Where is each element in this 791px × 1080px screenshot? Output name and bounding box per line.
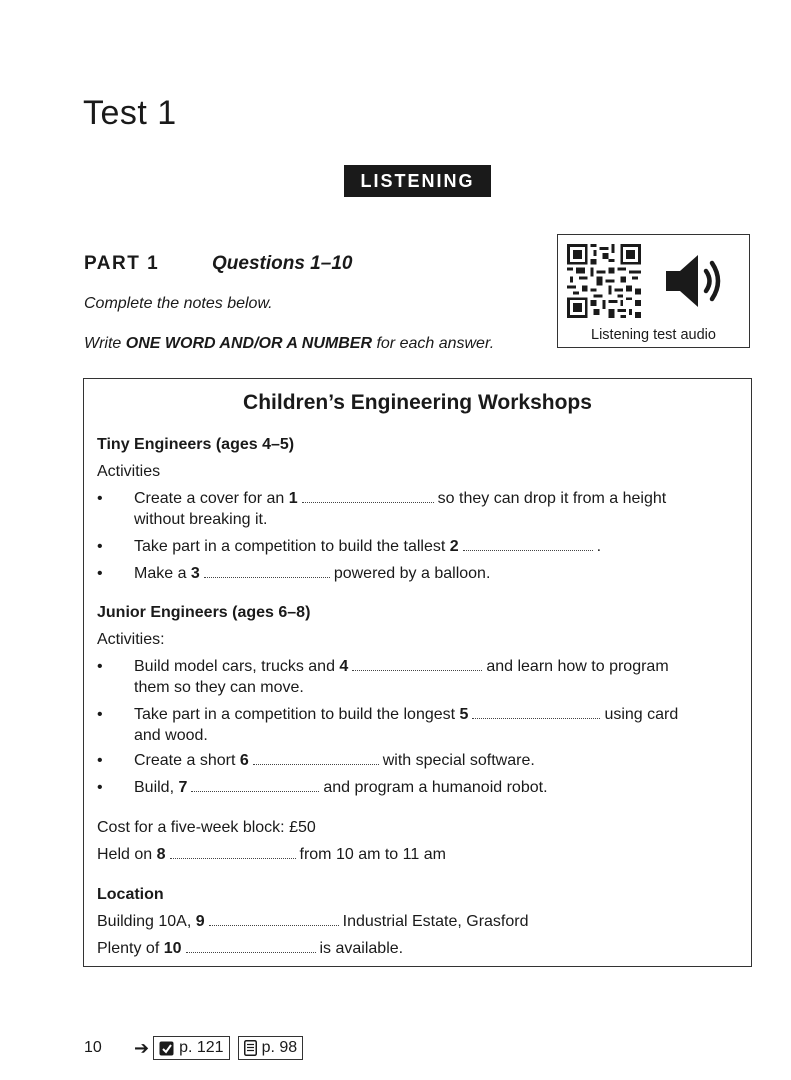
transcript-reference[interactable]: p. 98 — [238, 1036, 304, 1060]
building-line: Building 10A, 9 Industrial Estate, Grasford — [97, 913, 529, 930]
audio-caption: Listening test audio — [591, 327, 716, 343]
audio-box[interactable] — [557, 234, 750, 348]
answer-blank[interactable] — [352, 656, 482, 671]
answer-blank[interactable] — [253, 750, 379, 765]
cost-line: Cost for a five-week block: £50 — [97, 819, 316, 836]
document-icon — [244, 1040, 257, 1056]
question-number: 3 — [190, 565, 200, 582]
answer-blank[interactable] — [472, 704, 600, 719]
key-icon — [159, 1041, 174, 1056]
instruction-write: Write ONE WORD AND/OR A NUMBER for each answer. — [84, 335, 495, 352]
question-number: 5 — [459, 706, 469, 723]
bullet-icon: • — [97, 658, 103, 675]
bullet-icon: • — [97, 779, 103, 796]
bullet-icon: • — [97, 490, 103, 507]
junior-activities-label: Activities: — [97, 631, 165, 648]
question-number: 4 — [339, 658, 349, 675]
bullet-icon: • — [97, 706, 103, 723]
speaker-icon[interactable] — [662, 249, 728, 313]
tiny-heading: Tiny Engineers (ages 4–5) — [97, 436, 295, 453]
arrow-right-icon: ➔ — [134, 1037, 150, 1058]
question-number: 2 — [449, 538, 459, 555]
location-heading: Location — [97, 886, 164, 903]
answer-blank[interactable] — [463, 536, 593, 551]
test-title: Test 1 — [83, 94, 177, 132]
answer-blank[interactable] — [204, 563, 330, 578]
instruction-complete: Complete the notes below. — [84, 295, 273, 312]
answer-blank[interactable] — [170, 844, 296, 859]
answer-key-reference[interactable]: p. 121 — [153, 1036, 229, 1060]
answer-blank[interactable] — [186, 938, 316, 953]
page-number: 10 — [84, 1039, 102, 1056]
bullet-icon: • — [97, 752, 103, 769]
question-number: 8 — [156, 846, 166, 863]
notes-title: Children’s Engineering Workshops — [243, 391, 592, 414]
part-header — [84, 253, 352, 275]
tiny-activities-label: Activities — [97, 463, 161, 480]
part-questions: Questions 1–10 — [212, 253, 353, 274]
answer-blank[interactable] — [191, 777, 319, 792]
answer-blank[interactable] — [302, 488, 434, 503]
qr-code-icon[interactable] — [567, 244, 641, 318]
held-line: Held on 8 from 10 am to 11 am — [97, 846, 446, 863]
question-number: 1 — [288, 490, 298, 507]
plenty-line: Plenty of 10 is available. — [97, 940, 404, 957]
part-label: PART 1 — [84, 253, 160, 274]
junior-heading: Junior Engineers (ages 6–8) — [97, 604, 311, 621]
page-footer — [84, 1036, 311, 1060]
question-number: 9 — [195, 913, 205, 930]
bullet-icon: • — [97, 538, 103, 555]
question-number: 6 — [239, 752, 249, 769]
answer-blank[interactable] — [209, 911, 339, 926]
question-number: 10 — [163, 940, 182, 957]
notes-box: Children’s Engineering Workshops Tiny Engineers (ages 4–5) Activities • Create a cover for an 1 so they can drop it from a height without breaking it. • Take part in a competition to build the tallest 2 . • Make a 3 powered by a balloon. Junior Engineers (ages 6–8) Activities: • Build model cars, trucks and 4 and learn how to program them so they can move. • Take part in a competition to build the longest 5 using card and wood. • Create a short 6 with special software. • Build, 7 and program a humanoid robot. Cost for a five-week block: £50 Held on 8 from 10 am to 11 am Location Building 10A, 9 Industrial Estate, Grasford Plenty of 10 is available. — [83, 378, 752, 967]
bullet-icon: • — [97, 565, 103, 582]
section-badge: LISTENING — [344, 165, 491, 197]
question-number: 7 — [178, 779, 188, 796]
